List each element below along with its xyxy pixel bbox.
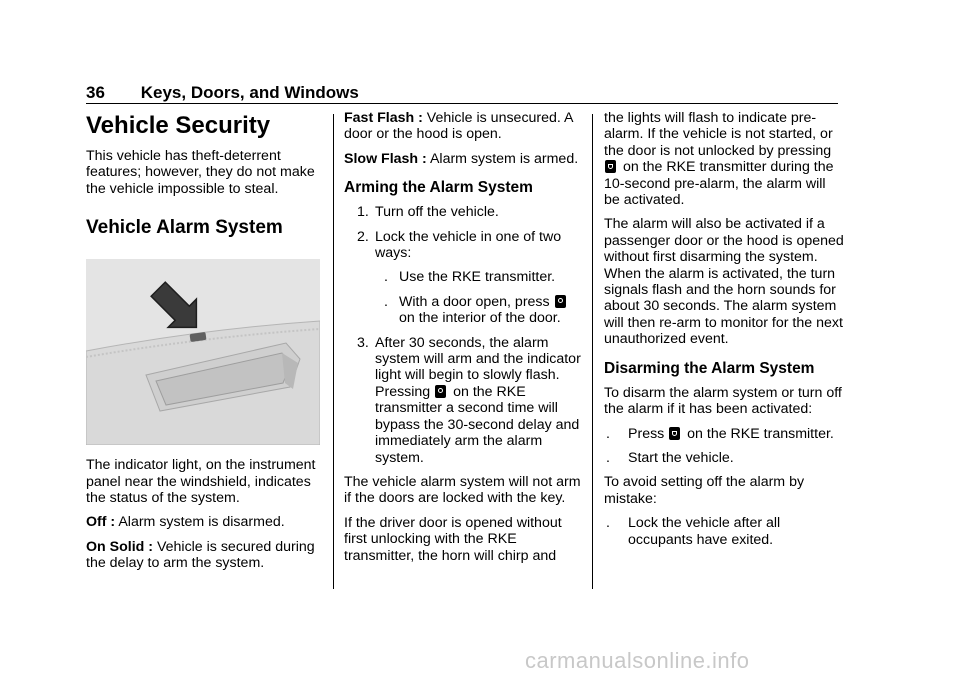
- bullet-text-cont: on the interior of the door.: [399, 310, 561, 327]
- bullet-text: Start the vehicle.: [628, 449, 734, 466]
- figure-caption: The indicator light, on the instrument panel near the windshield, indicates the status of the system.: [86, 457, 316, 507]
- step-2: [344, 229, 582, 262]
- pre-alarm-text-cont: on the RKE transmitter during the 10-second pre-alarm, the alarm will be activated.: [604, 159, 834, 209]
- bullet-text: With a door open, press: [399, 293, 550, 310]
- page-title: Vehicle Security: [86, 112, 271, 139]
- step-1-number: 1.: [357, 204, 369, 221]
- bullet-marker: .: [384, 269, 388, 286]
- status-on-solid: [86, 539, 322, 572]
- section-title: Keys, Doors, and Windows: [140, 83, 359, 102]
- alarm-activation-paragraph: The alarm will also be activated if a passenger door or the hood is opened without first disarming the system. When the alarm is activated, the turn signals flash and the horn sounds for about 30 seconds. The alarm system will then re-arm to monitor for the next unauthorized event.: [604, 216, 844, 348]
- driver-door-note: If the driver door is opened without first unlocking with the RKE transmitter, the horn will chirp and: [344, 514, 562, 564]
- column-1: [86, 110, 322, 580]
- watermark-text: carmanualsonline.info: [525, 648, 750, 673]
- step-2-text: Lock the vehicle in one of two ways:: [375, 228, 562, 262]
- avoid-bullet-1: [604, 515, 844, 548]
- status-fast-term: Fast Flash :: [344, 110, 423, 126]
- avoid-alarm-intro: To avoid setting off the alarm by mistake:: [604, 474, 805, 507]
- status-slow-term: Slow Flash :: [344, 150, 427, 167]
- dashboard-indicator-figure: [86, 259, 320, 445]
- bullet-marker: .: [606, 425, 610, 442]
- pre-alarm-text: the lights will flash to indicate pre-alarm. If the vehicle is not started, or the door is not unlocked by pressing: [604, 110, 833, 159]
- step-3: [344, 335, 582, 466]
- status-off: [86, 514, 322, 530]
- bullet-marker: .: [606, 515, 610, 532]
- bullet-marker: .: [606, 449, 610, 466]
- step-3-text-cont: on the RKE transmitter a second time will bypass the 30-second delay and immediately arm the alarm system.: [375, 383, 580, 466]
- intro-paragraph: This vehicle has theft-deterrent features; however, they do not make the vehicle impossible to steal.: [86, 148, 315, 197]
- unlock-key-icon: [669, 427, 680, 440]
- status-slow-flash: [344, 151, 582, 167]
- bullet-text: Press: [628, 425, 665, 442]
- disarm-bullet-1: [604, 426, 844, 442]
- step-2-number: 2.: [357, 228, 369, 245]
- arming-note: The vehicle alarm system will not arm if the doors are locked with the key.: [344, 473, 581, 507]
- status-off-term: Off :: [86, 514, 116, 531]
- status-solid-text: Vehicle is secured during the delay to arm the system.: [86, 538, 315, 572]
- status-fast-text: Vehicle is unsecured. A door or the hood is open.: [344, 110, 573, 143]
- header-rule: [86, 103, 838, 104]
- step-1: [344, 204, 582, 220]
- step-3-text: After 30 seconds, the alarm system will arm and the indicator light will begin to slowly flash. Pressing: [375, 334, 581, 400]
- pre-alarm-paragraph: [604, 110, 844, 208]
- unlock-key-icon: [605, 160, 616, 173]
- section-heading-alarm: Vehicle Alarm System: [86, 217, 283, 239]
- bullet-text: Lock the vehicle after all occupants have exited.: [628, 515, 781, 548]
- column-2: [344, 110, 582, 572]
- bullet-text: Use the RKE transmitter.: [399, 269, 556, 286]
- column-divider-1: [333, 114, 334, 589]
- status-solid-term: On Solid :: [86, 538, 153, 555]
- step-1-text: Turn off the vehicle.: [375, 204, 499, 221]
- status-fast-flash: [344, 110, 582, 143]
- status-off-text: Alarm system is disarmed.: [118, 514, 285, 531]
- column-3: [604, 110, 844, 556]
- lock-key-icon: [555, 295, 566, 308]
- running-header: [86, 83, 838, 103]
- status-slow-text: Alarm system is armed.: [429, 150, 579, 167]
- dashboard-illustration: [86, 259, 320, 445]
- column-divider-2: [592, 114, 593, 589]
- bullet-text-cont: on the RKE transmitter.: [687, 425, 834, 442]
- disarming-heading: Disarming the Alarm System: [604, 359, 815, 377]
- lock-key-icon: [435, 385, 446, 398]
- step-2-bullet-2: [344, 294, 582, 327]
- bullet-marker: .: [384, 293, 388, 310]
- step-2-bullet-1: [344, 269, 582, 285]
- disarm-intro: To disarm the alarm system or turn off the alarm if it has been activated:: [604, 384, 842, 418]
- page-number: 36: [86, 83, 105, 102]
- disarm-bullet-2: [604, 450, 844, 466]
- arming-heading: Arming the Alarm System: [344, 179, 533, 197]
- step-3-number: 3.: [357, 334, 369, 351]
